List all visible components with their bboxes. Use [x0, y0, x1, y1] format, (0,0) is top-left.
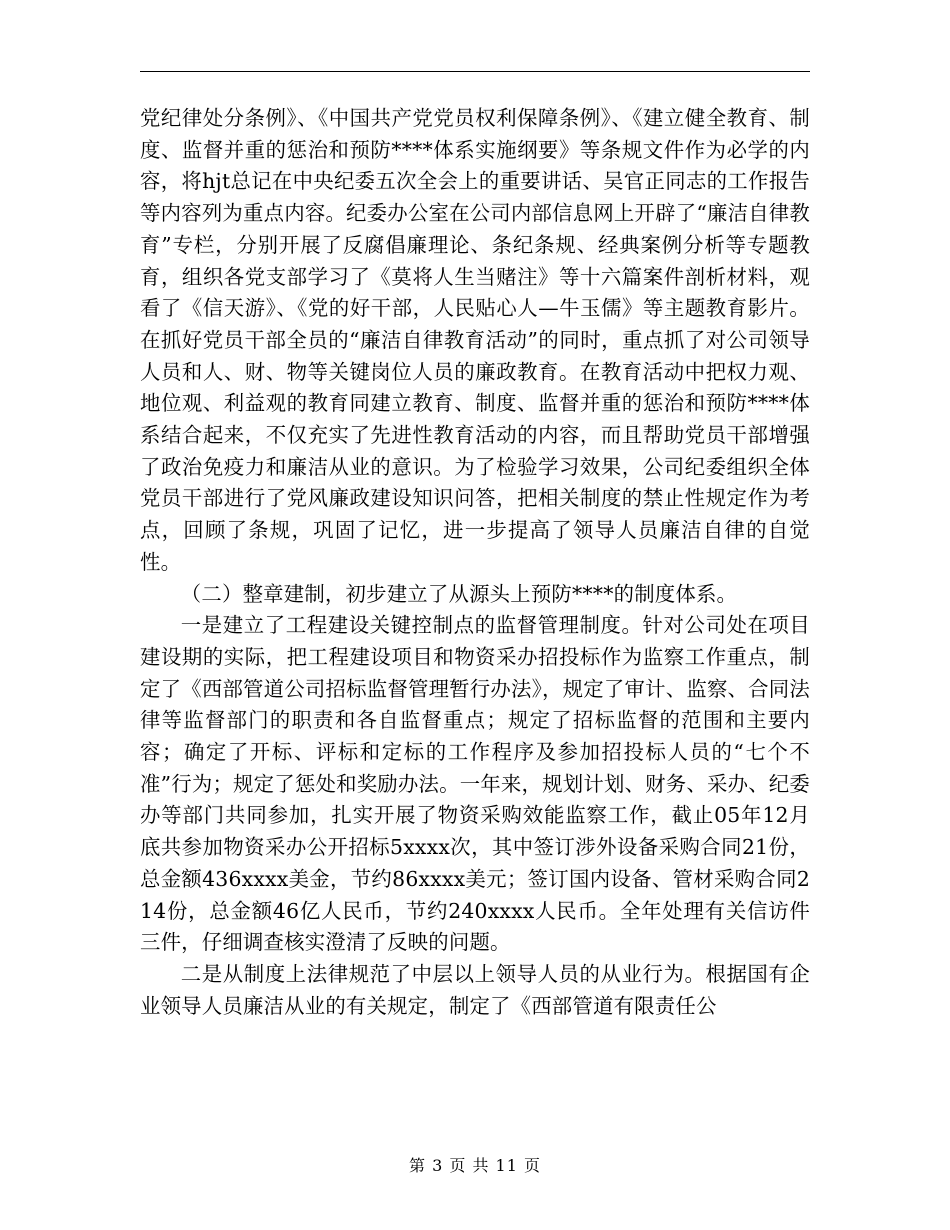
page-number: 第 3 页 共 11 页: [409, 1156, 541, 1175]
document-body: [140, 103, 810, 1022]
section-heading-regulations: （二）整章建制，初步建立了从源头上预防****的制度体系。: [180, 581, 738, 606]
paragraph-engineering-supervision: 一是建立了工程建设关键控制点的监督管理制度。针对公司处在项目建设期的实际，把工程建设项目和物资采办招投标作为监察工作重点，制定了《西部管道公司招标监督管理暂行办法》，规定了审计、监察、合同法律等监督部门的职责和各自监督重点；规定了招标监督的范围和主要内容；确定了开标、评标和定标的工作程序及参加招投标人员的“七个不准”行为；规定了惩处和奖励办法。一年来，规划计划、财务、采办、纪委办等部门共同参加，扎实开展了物资采购效能监察工作，截止05年12月底共参加物资采办公开招标5xxxx次，其中签订涉外设备采购合同21份，总金额436xxxx美金，节约86xxxx美元；签订国内设备、管材采购合同214份，总金额46亿人民币，节约240xxxx人民币。全年处理有关信访件三件，仔细调查核实澄清了反映的问题。: [140, 613, 810, 955]
paragraph-education-continued: 党纪律处分条例》、《中国共产党党员权利保障条例》、《建立健全教育、制度、监督并重的惩治和预防****体系实施纲要》等条规文件作为必学的内容，将hjt总记在中央纪委五次全会上的重要讲话、吴官正同志的工作报告等内容列为重点内容。纪委办公室在公司内部信息网上开辟了“廉洁自律教育”专栏，分别开展了反腐倡廉理论、条纪条规、经典案例分析等专题教育，组织各党支部学习了《莫将人生当赌注》等十六篇案件剖析材料，观看了《信天游》、《党的好干部，人民贴心人—牛玉儒》等主题教育影片。在抓好党员干部全员的“廉洁自律教育活动”的同时，重点抓了对公司领导人员和人、财、物等关键岗位人员的廉政教育。在教育活动中把权力观、地位观、利益观的教育同建立教育、制度、监督并重的惩治和预防****体系结合起来，不仅充实了先进性教育活动的内容，而且帮助党员干部增强了政治免疫力和廉洁从业的意识。为了检验学习效果，公司纪委组织全体党员干部进行了党风廉政建设知识问答，把相关制度的禁止性规定作为考点，回顾了条规，巩固了记忆，进一步提高了领导人员廉洁自律的自觉性。: [140, 106, 810, 574]
header-rule: [140, 71, 810, 72]
paragraph-leader-conduct: 二是从制度上法律规范了中层以上领导人员的从业行为。根据国有企业领导人员廉洁从业的有关规定，制定了《西部管道有限责任公: [140, 961, 810, 1018]
